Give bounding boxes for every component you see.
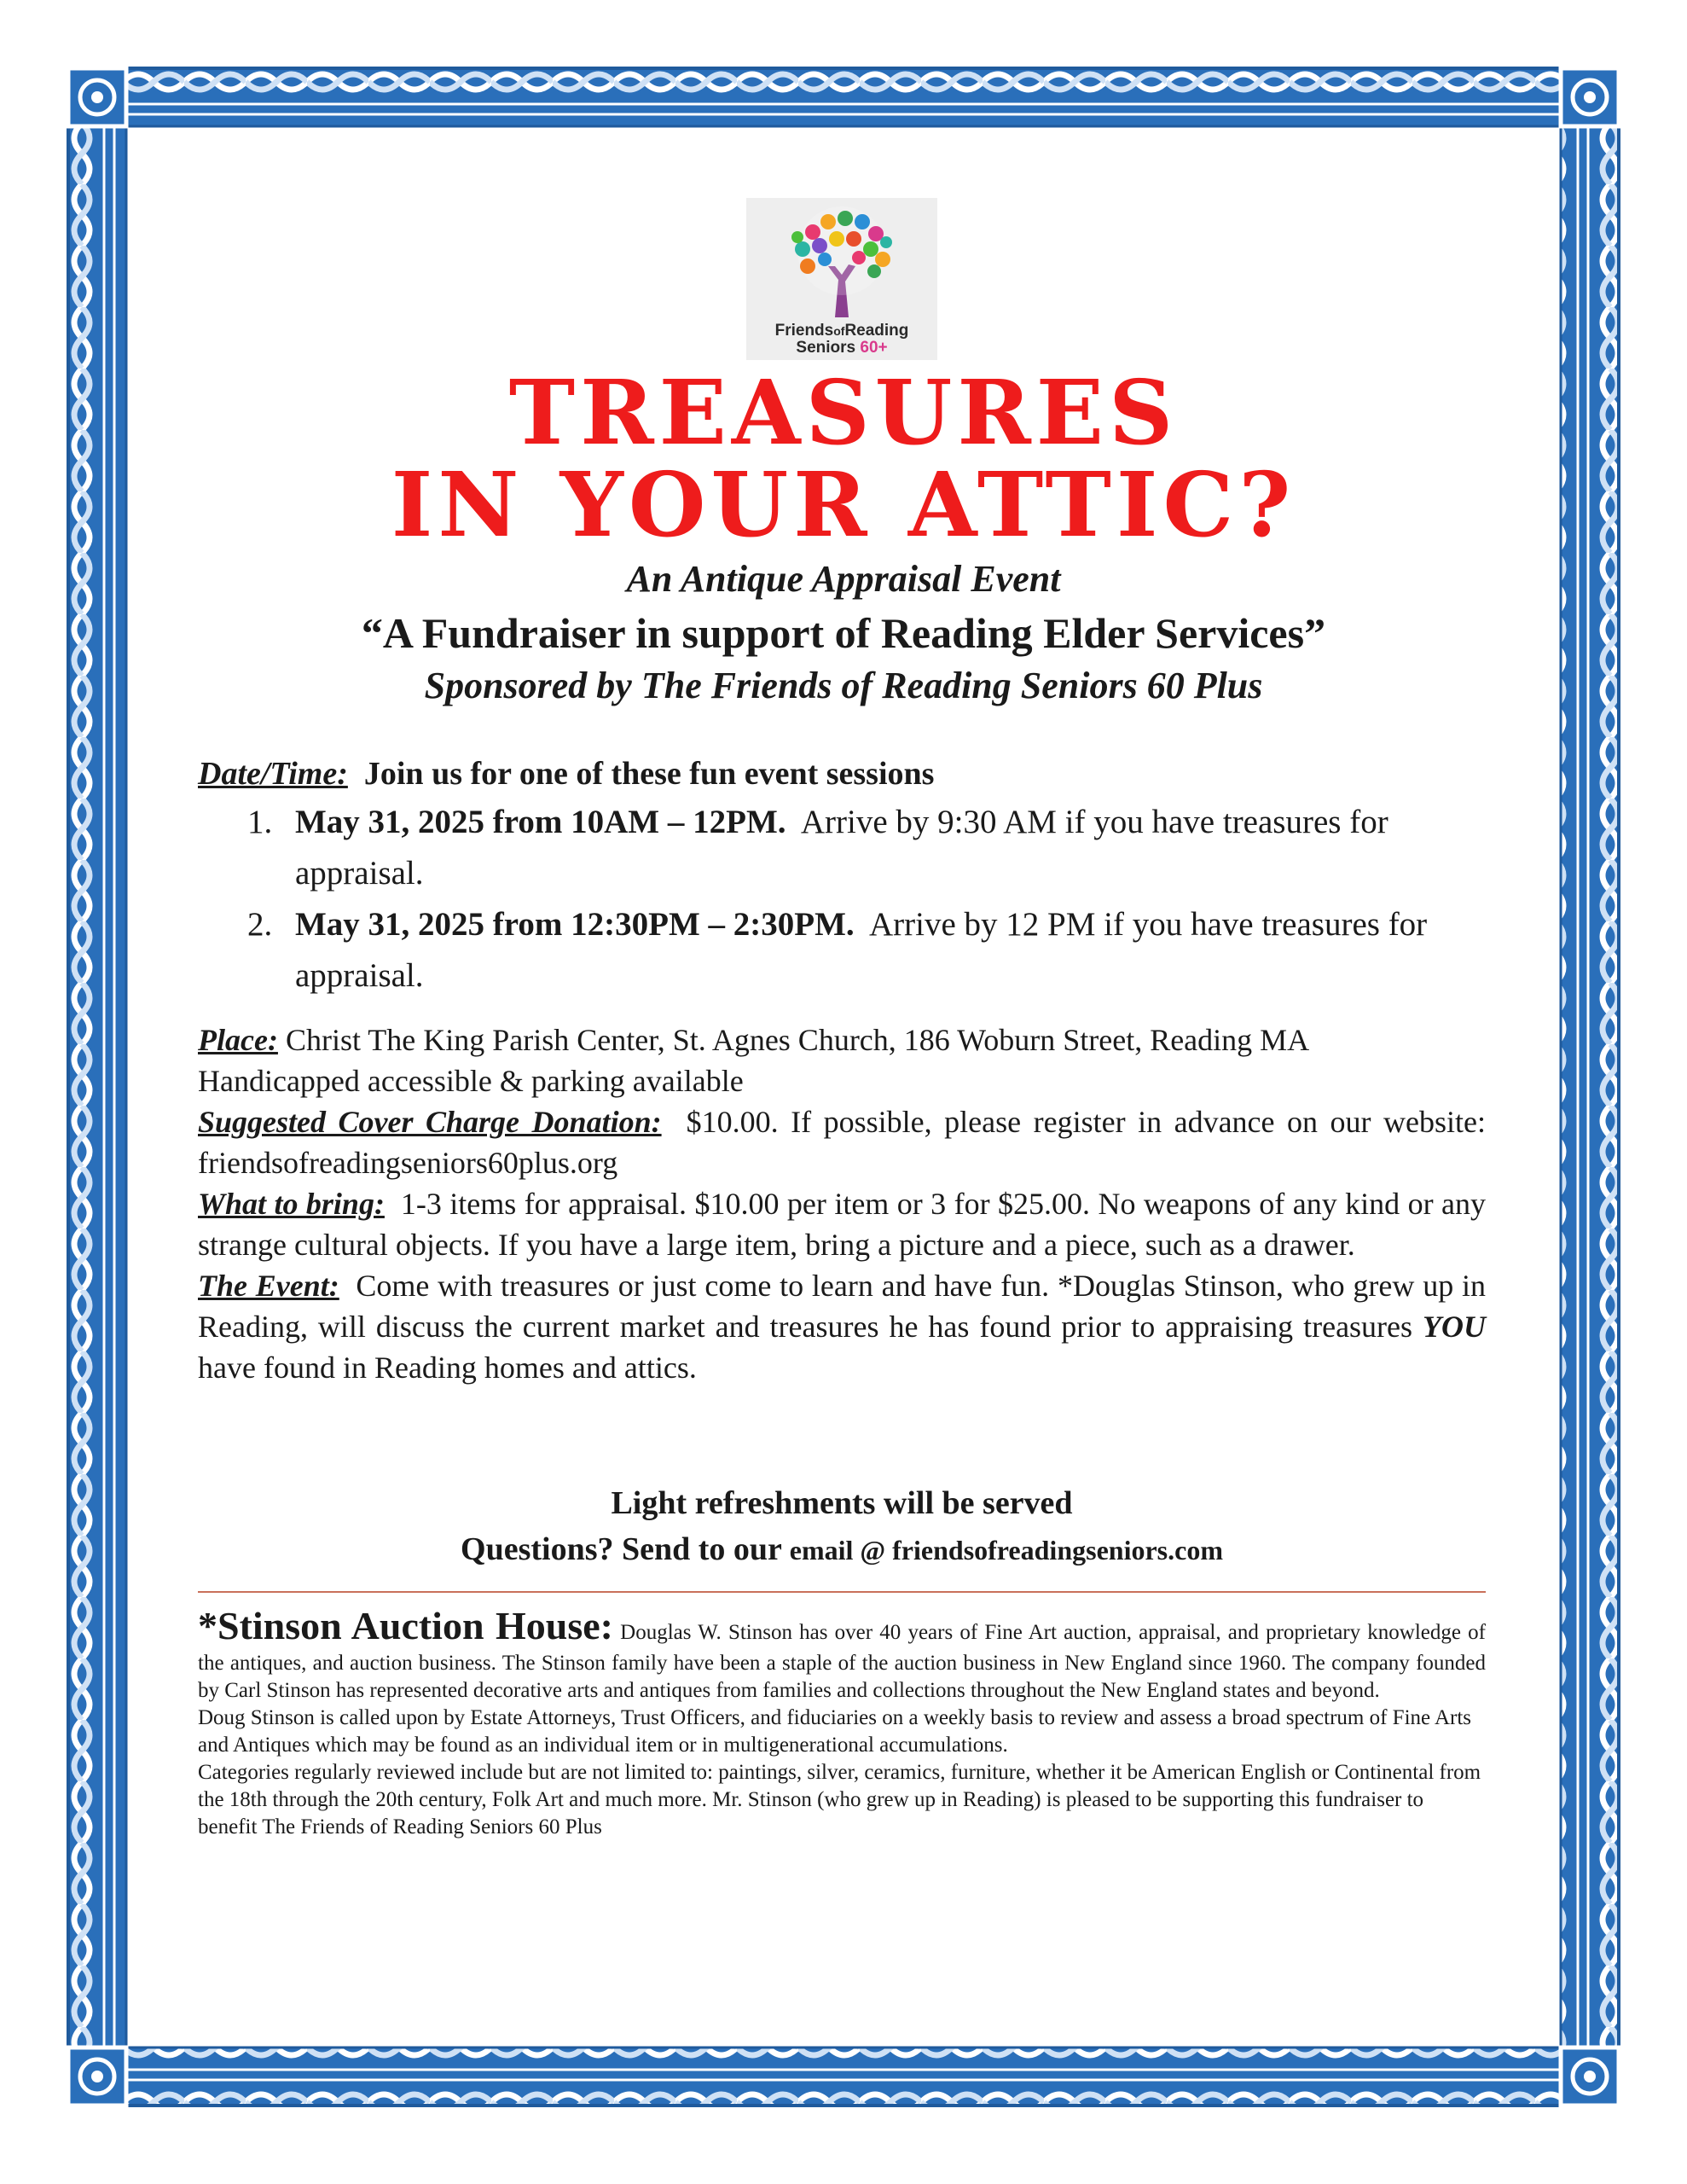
datetime-line xyxy=(198,752,1486,795)
place-note: Handicapped accessible & parking available xyxy=(198,1064,744,1098)
bio-text-1: Douglas W. Stinson has over 40 years of Fine Art auction, appraisal, and proprietary knowledge of the antiques, and auction business. The Stinson family have been a staple of the auction business in New England since 1960. The company founded by Carl Stinson has represented decorative arts and antiques from families and collections throughout the New England states and beyond. xyxy=(198,1621,1487,1702)
session-number: 1. xyxy=(247,804,273,840)
donation-paragraph xyxy=(198,1101,1486,1183)
refreshments-note: Light refreshments will be served xyxy=(611,1485,1073,1521)
event-emphasis: YOU xyxy=(1423,1310,1487,1344)
friends-of-reading-seniors-logo xyxy=(746,198,937,360)
session-note: Arrive by 9:30 AM if you have treasures for appraisal. xyxy=(295,804,1388,892)
bring-text: 1-3 items for appraisal. $10.00 per item or 3 for $25.00. No weapons of any kind or any strange cultural objects. If you have a large item, bring a picture and a piece, such as a drawer. xyxy=(198,1187,1487,1262)
sponsor-subtitle: Sponsored by The Friends of Reading Seniors 60 Plus xyxy=(424,665,1263,706)
event-type-subtitle: An Antique Appraisal Event xyxy=(626,558,1061,600)
fundraiser-subtitle: “A Fundraiser in support of Reading Elder Services” xyxy=(361,609,1326,657)
donation-label: Suggested Cover Charge Donation: xyxy=(198,1105,662,1139)
session-time: May 31, 2025 from 12:30PM – 2:30PM. xyxy=(295,906,855,943)
bio-paragraph-1 xyxy=(198,1602,1486,1705)
bring-paragraph xyxy=(198,1183,1486,1265)
stinson-bio xyxy=(198,1602,1486,1841)
bio-heading: *Stinson Auction House: xyxy=(198,1604,613,1647)
place-paragraph xyxy=(198,1019,1486,1101)
datetime-text: Join us for one of these fun event sessions xyxy=(363,756,935,792)
questions-line xyxy=(198,1526,1486,1573)
logo-text-line-1: FriendsofReading xyxy=(774,322,909,340)
donation-text: $10.00. If possible, please register in advance on our website: friendsofreadingseniors60plus.org xyxy=(198,1105,1487,1180)
logo-text-line-2: Seniors 60+ xyxy=(796,339,888,357)
place-label: Place: xyxy=(198,1023,278,1057)
section-divider xyxy=(198,1591,1486,1593)
event-details xyxy=(198,1019,1486,1388)
event-text-before: Come with treasures or just come to learn and have fun. *Douglas Stinson, who grew up in Reading, will discuss the current market and treasures he has found prior to appraising treasures xyxy=(198,1269,1486,1344)
event-text-after: have found in Reading homes and attics. xyxy=(198,1350,697,1385)
session-time: May 31, 2025 from 10AM – 12PM. xyxy=(295,804,786,840)
session-number: 2. xyxy=(247,906,273,943)
headline-line-2: IN YOUR ATTIC? xyxy=(391,452,1296,557)
datetime-label: Date/Time: xyxy=(198,756,348,792)
event-label: The Event: xyxy=(198,1269,339,1303)
headline-line-1: TREASURES xyxy=(508,360,1179,465)
questions-text: Questions? Send to our xyxy=(461,1531,782,1567)
event-paragraph xyxy=(198,1265,1486,1388)
bring-label: What to bring: xyxy=(198,1187,385,1221)
tree-icon xyxy=(746,198,937,326)
place-text: Christ The King Parish Center, St. Agnes Church, 186 Woburn Street, Reading MA xyxy=(285,1023,1310,1057)
bio-paragraph-2: Doug Stinson is called upon by Estate Attorneys, Trust Officers, and fiduciaries on a weekly basis to review and assess a broad spectrum of Fine Arts and Antiques which may be found as an individual item or in multigenerational accumulations. xyxy=(198,1706,1472,1757)
session-note: Arrive by 12 PM if you have treasures for appraisal. xyxy=(295,906,1428,994)
questions-email: email @ friendsofreadingseniors.com xyxy=(789,1535,1223,1565)
bio-paragraph-3: Categories regularly reviewed include but are not limited to: paintings, silver, ceramics, furniture, whether it be American English or Continental from the 18th through the 20th century, Folk Art and much more. Mr. Stinson (who grew up in Reading) is pleased to be supporting this fundraiser to benefit The Friends of Reading Seniors 60 Plus xyxy=(198,1761,1481,1838)
